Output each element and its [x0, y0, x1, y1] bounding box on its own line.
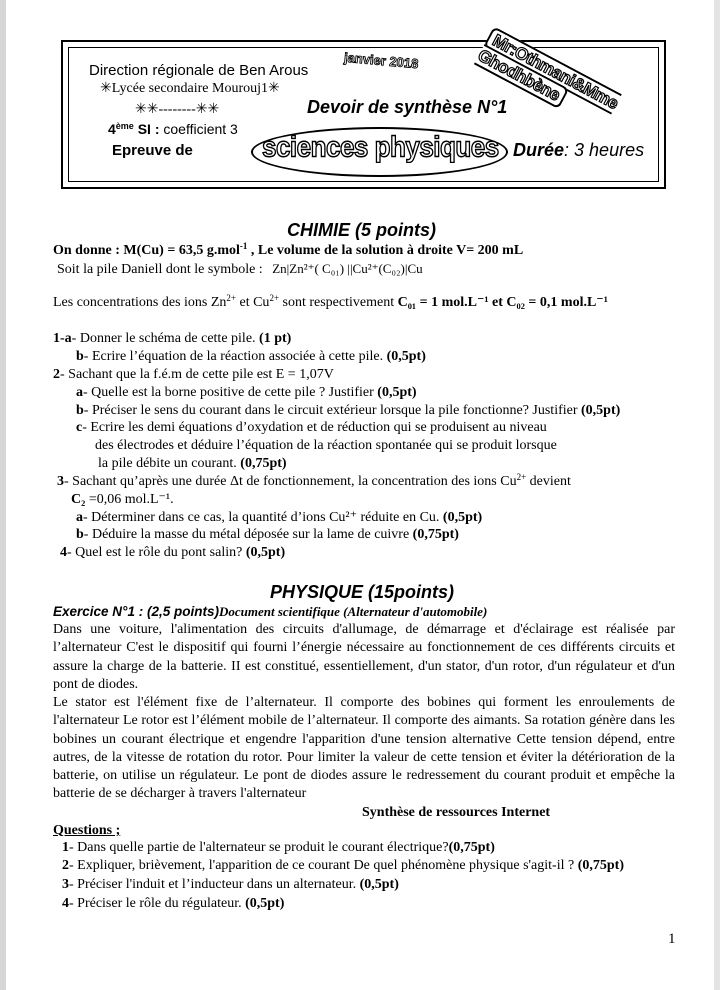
- conc-zn-sup: 2+: [226, 293, 236, 303]
- q3-line2: [71, 491, 174, 508]
- pq4-num: 4: [62, 896, 69, 911]
- q4: [60, 544, 285, 561]
- paragraph-1: Dans une voiture, l'alimentation des circuits d'allumage, de démarrage et d'éclairage est réalisée par l’alternateur C'est le dispositif qui fourni l’énergie nécessaire au fonctionnement de ces différents circuits et assure la charge de la batterie. II est constitué, essentiellement, d'un stator, d'un rotor, d'un régulateur et d'un pont de diodes.: [53, 622, 675, 692]
- q1a-text: - Donner le schéma de cette pile.: [71, 331, 260, 346]
- q2a-num: a: [76, 385, 83, 400]
- q3-c2: C₂: [71, 492, 86, 507]
- chimie-title: CHIMIE (5 points): [287, 220, 436, 240]
- devoir-title: Devoir de synthèse N°1: [307, 97, 508, 117]
- conc-b: et Cu: [235, 295, 270, 310]
- q3-line1: - Sachant qu’après une durée Δt de fonctionnement, la concentration des ions Cu: [64, 474, 517, 489]
- exercice1-title: Exercice N°1 : (2,5 points): [53, 604, 219, 619]
- q1b-pts: (0,5pt): [386, 349, 426, 364]
- q3a-text: - Déterminer dans ce cas, la quantité d’ions Cu²⁺ réduite en Cu.: [83, 510, 443, 525]
- q2b: [76, 402, 620, 419]
- on-donne-exp: -1: [239, 241, 248, 251]
- q2-num: 2: [53, 367, 60, 382]
- q1b-text: - Ecrire l’équation de la réaction associée à cette pile.: [83, 349, 387, 364]
- pq1-num: 1: [62, 840, 69, 855]
- pq4-text: - Préciser le rôle du régulateur.: [69, 896, 246, 911]
- pq1-pts: (0,75pt): [448, 840, 495, 855]
- conc-c: sont respectivement: [279, 295, 398, 310]
- pq1: [62, 839, 495, 856]
- subject-wordart: sciences physiques: [262, 130, 499, 163]
- epreuve-label: Epreuve de: [112, 142, 193, 159]
- pq3: [62, 876, 399, 893]
- header-stars: ✳✳--------✳✳: [135, 102, 220, 117]
- q3a-pts: (0,5pt): [442, 510, 483, 525]
- q3a-num: a: [76, 510, 83, 525]
- level-si: SI :: [137, 121, 160, 137]
- q3-num: 3: [57, 474, 64, 489]
- q2c-pts: (0,75pt): [240, 456, 287, 471]
- pq4-pts: (0,5pt): [245, 896, 285, 911]
- q3b-pts: (0,75pt): [412, 527, 459, 542]
- level-coef: coefficient 3: [163, 121, 238, 137]
- chimie-on-donne: [53, 242, 523, 259]
- q3-sup: 2+: [516, 472, 527, 482]
- page-right-shadow: [714, 0, 720, 990]
- exercice1-subtitle: Document scientifique (Alternateur d'automobile): [218, 604, 488, 619]
- q2b-pts: (0,5pt): [581, 403, 621, 418]
- conc-bold: C₀₁ = 1 mol.L⁻¹ et C₀₂ = 0,1 mol.L⁻¹: [397, 295, 608, 310]
- q1b: [76, 348, 426, 365]
- physique-title: PHYSIQUE (15points): [270, 582, 455, 602]
- q2b-num: b: [76, 403, 84, 418]
- pq3-num: 3: [62, 877, 69, 892]
- questions-label: Questions ;: [53, 823, 121, 838]
- pq1-text: - Dans quelle partie de l'alternateur se produit le courant électrique?: [69, 840, 449, 855]
- concentrations-line: [53, 294, 608, 311]
- q3b-text: - Déduire la masse du métal déposée sur la lame de cuivre: [83, 527, 413, 542]
- q2c-num: c: [76, 420, 83, 435]
- q2a: [76, 384, 417, 401]
- page-number: 1: [668, 931, 676, 947]
- q3: [57, 473, 571, 490]
- exam-date: janvier 2018: [343, 49, 419, 72]
- direction-regionale: Direction régionale de Ben Arous: [89, 62, 309, 79]
- q1a-pts: (1 pt): [259, 331, 292, 346]
- exercice1-heading: [53, 603, 487, 621]
- paragraph-2: Le stator est l'élément fixe de l’alternateur. Il comporte des bobines qui forment les enroulements de l'alternateur Le rotor est l’élément mobile de l’alternateur. Il comporte des aimants. Sa rotation génère dans les bobines un courant électrique et engendre l'apparition d'une tension alternative Cette tension dépend, entre autres, de la vitesse de rotation du rotor. Pour limiter la valeur de cette tension et éviter la détérioration de la batterie, on utilise un régulateur. Le pont de diodes assure le redressement du courant produit et empêche la batterie de se décharger à travers l'alternateur: [53, 695, 675, 802]
- duree-line: [513, 140, 644, 161]
- q4-num: 4: [60, 545, 67, 560]
- level-num: 4: [108, 121, 116, 137]
- level-line: [108, 121, 238, 137]
- q2-text: - Sachant que la f.é.m de cette pile est E = 1,07V: [60, 367, 334, 382]
- q2c-line1: - Ecrire les demi équations d’oxydation et de réduction qui se produisent au niveau: [82, 420, 547, 435]
- pile-line: [57, 260, 423, 278]
- source-line: Synthèse de ressources Internet: [362, 805, 551, 820]
- pq3-pts: (0,5pt): [359, 877, 399, 892]
- duree-label: Durée: [513, 140, 565, 160]
- conc-a: Les concentrations des ions Zn: [53, 295, 227, 310]
- duree-value: : 3 heures: [564, 140, 645, 160]
- pile-symbole: Zn|Zn²⁺( C₀₁) ||Cu²⁺(C₀₂)|Cu: [272, 261, 423, 276]
- page-left-shadow: [0, 0, 6, 990]
- on-donne-text: On donne : M(Cu) = 63,5 g.mol: [53, 243, 240, 258]
- q2c: [76, 419, 547, 436]
- q2a-pts: (0,5pt): [377, 385, 417, 400]
- q3b: [76, 526, 459, 543]
- q1a-num: 1-a: [53, 331, 72, 346]
- q2c-line2: des électrodes et déduire l’équation de la réaction spontanée qui se produit lorsque: [95, 438, 557, 453]
- q2c-line3: [98, 455, 287, 472]
- on-donne-rest: , Le volume de la solution à droite V= 200 mL: [247, 243, 524, 258]
- pq3-text: - Préciser l'induit et l’inducteur dans un alternateur.: [69, 877, 360, 892]
- conc-cu-sup: 2+: [269, 293, 280, 303]
- q2b-text: - Préciser le sens du courant dans le circuit extérieur lorsque la pile fonctionne? Justifier: [83, 403, 582, 418]
- q3-c2-rest: =0,06 mol.L⁻¹.: [85, 492, 174, 507]
- pq2-pts: (0,75pt): [577, 858, 624, 873]
- q3b-num: b: [76, 527, 84, 542]
- lycee-name: ✳Lycée secondaire Mourouj1✳: [100, 81, 280, 96]
- q2a-text: - Quelle est la borne positive de cette pile ? Justifier: [83, 385, 378, 400]
- q1b-num: b: [76, 349, 84, 364]
- pq2-num: 2: [62, 858, 69, 873]
- q2c-line3-text: la pile débite un courant.: [98, 456, 241, 471]
- pq4: [62, 895, 284, 912]
- q4-text: - Quel est le rôle du pont salin?: [67, 545, 246, 560]
- q2: [53, 366, 334, 383]
- q4-pts: (0,5pt): [245, 545, 286, 560]
- pq2-text: - Expliquer, brièvement, l'apparition de ce courant De quel phénomène physique s'agit-il ?: [69, 858, 578, 873]
- pq2: [62, 857, 624, 874]
- q3a: [76, 509, 482, 526]
- level-sup: ème: [115, 121, 134, 131]
- q3-line1-end: devient: [526, 474, 571, 489]
- q1a: [53, 330, 291, 347]
- pile-text: Soit la pile Daniell dont le symbole :: [57, 262, 263, 277]
- authors-text: Mr:Othmani&Mme Ghodhbène: [474, 26, 623, 115]
